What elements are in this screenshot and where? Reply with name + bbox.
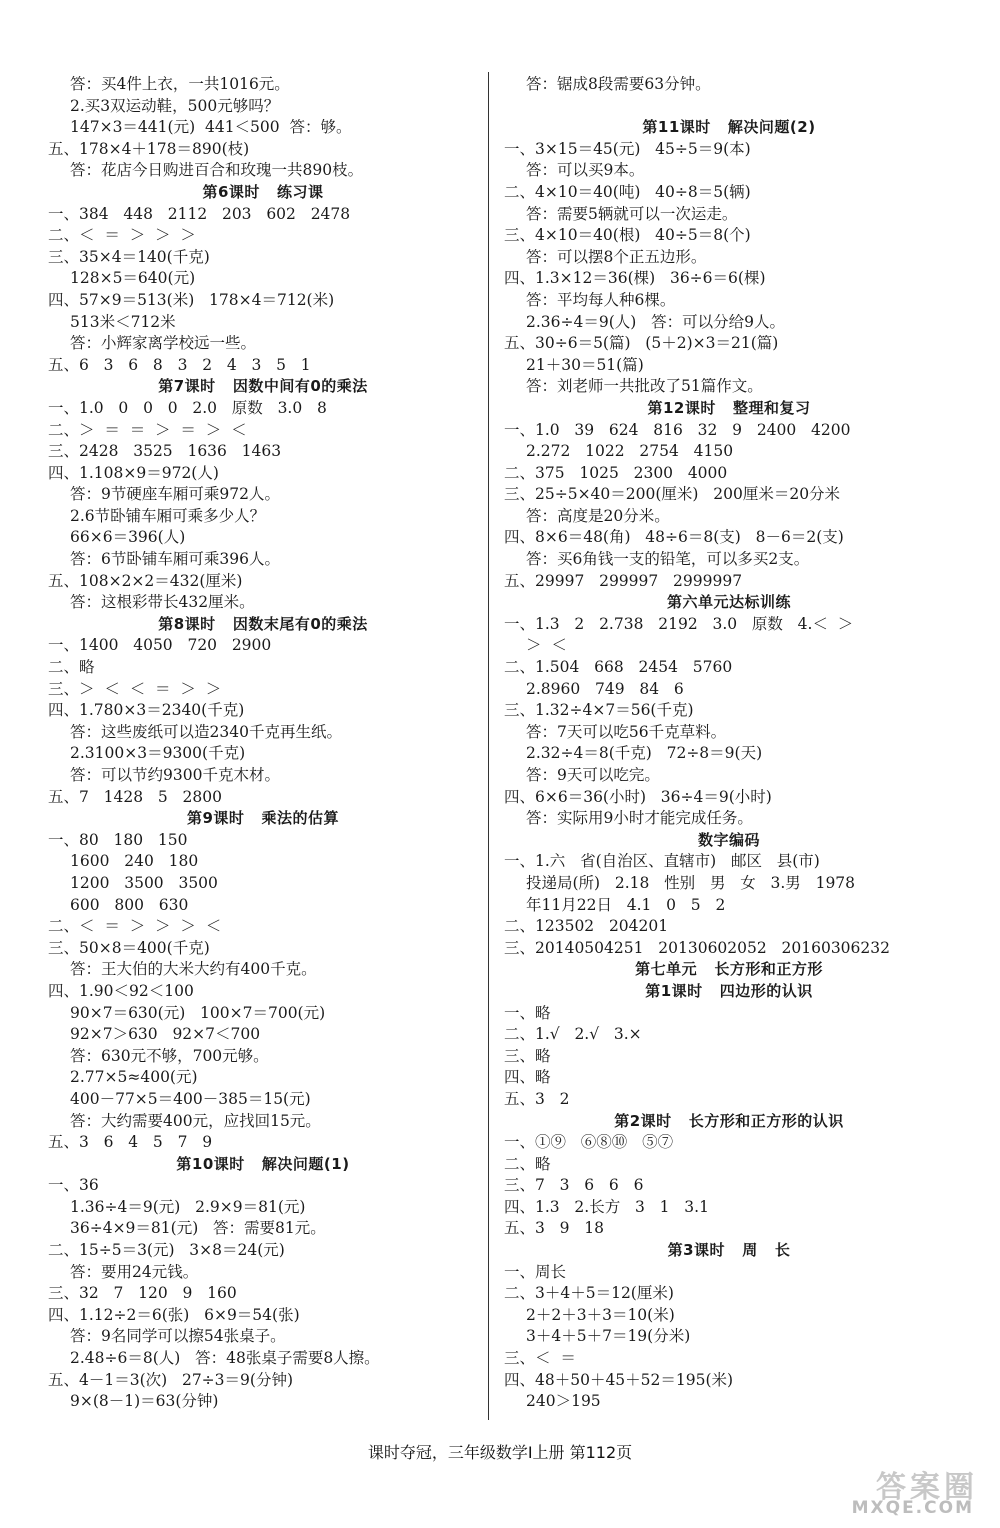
answer-line: 四、1.90＜92＜100 xyxy=(48,981,194,1000)
answer-line: 答：这根彩带长432厘米。 xyxy=(70,593,255,612)
answer-line: 答：王大伯的大米大约有400千克。 xyxy=(70,960,317,979)
section-heading: 第6课时 练习课 xyxy=(202,182,324,201)
answer-line: 五、29997 299997 2999997 xyxy=(504,571,743,590)
answer-line: 三、50×8＝400(千克) xyxy=(48,938,210,957)
answer-line: 一、周长 xyxy=(504,1262,567,1281)
answer-line: 二、1.√ 2.√ 3.× xyxy=(504,1025,642,1044)
answer-line xyxy=(504,96,954,118)
answer-line: 36÷4×9＝81(元) 答：需要81元。 xyxy=(70,1219,326,1238)
answer-line: 五、30÷6＝5(篇) (5＋2)×3＝21(篇) xyxy=(504,334,779,353)
answer-line: 二、1.504 668 2454 5760 xyxy=(504,658,733,677)
answer-line: 92×7＞630 92×7＜700 xyxy=(70,1025,261,1044)
answer-line: 答：可以摆8个正五边形。 xyxy=(526,247,707,266)
answer-line: 答：9节硬座车厢可乘972人。 xyxy=(70,485,280,504)
answer-line: 四、1.780×3＝2340(千克) xyxy=(48,701,245,720)
answer-line: 3＋4＋5＋7＝19(分米) xyxy=(526,1327,691,1346)
answer-line: 1200 3500 3500 xyxy=(70,873,218,892)
page-footer: 课时夺冠，三年级数学Ⅰ上册 第112页 xyxy=(367,1443,633,1462)
section-heading: 第8课时 因数末尾有0的乘法 xyxy=(158,614,368,633)
answer-line: 二、15÷5＝3(元) 3×8＝24(元) xyxy=(48,1241,285,1260)
section-heading: 第2课时 长方形和正方形的认识 xyxy=(614,1111,844,1130)
answer-line: 五、3 6 4 5 7 9 xyxy=(48,1133,213,1152)
answer-line: 四、1.3 2.长方 3 1 3.1 xyxy=(504,1197,709,1216)
answer-line: 90×7＝630(元) 100×7＝700(元) xyxy=(70,1003,326,1022)
answer-line: 答：可以节约9300千克木材。 xyxy=(70,766,280,784)
watermark-domain: MXQE.COM xyxy=(851,1498,974,1518)
answer-line: 400－77×5＝400－385＝15(元) xyxy=(70,1089,311,1108)
answer-line: 2.77×5≈400(元) xyxy=(70,1068,198,1087)
section-heading: 第六单元达标训练 xyxy=(666,593,791,612)
answer-line: 2＋2＋3＋3＝10(米) xyxy=(526,1305,675,1324)
answer-line: 三、1.32÷4×7＝56(千克) xyxy=(504,701,694,720)
answer-line: 一、①⑨ ⑥⑧⑩ ⑤⑦ xyxy=(504,1133,674,1152)
answer-line: 答：可以买9本。 xyxy=(526,161,645,180)
answer-line: 答：630元不够，700元够。 xyxy=(70,1046,269,1065)
answer-line: 二、3＋4＋5＝12(厘米) xyxy=(504,1284,674,1303)
section-heading: 第七单元 长方形和正方形 xyxy=(635,960,823,979)
answer-line: 147×3＝441(元) 441＜500 答：够。 xyxy=(70,118,352,137)
answer-line: 2.272 1022 2754 4150 xyxy=(526,442,734,461)
answer-line: 投递局(所) 2.18 性别 男 女 3.男 1978 xyxy=(526,873,856,892)
answer-line: 答：9天可以吃完。 xyxy=(526,766,660,784)
answer-line: 五、108×2×2＝432(厘米) xyxy=(48,571,243,590)
answer-line: 2.买3双运动鞋，500元够吗？ xyxy=(70,96,280,115)
answer-line: 三、＜ ＝ xyxy=(504,1349,576,1368)
answer-line: 答：刘老师一共批改了51篇作文。 xyxy=(526,377,763,396)
answer-line: 四、略 xyxy=(504,1068,551,1087)
answer-line: 答：买6角钱一支的铅笔，可以多买2支。 xyxy=(526,550,810,569)
section-heading: 第9课时 乘法的估算 xyxy=(186,809,340,828)
section-heading: 第11课时 解决问题(2) xyxy=(642,118,816,137)
answer-line: 四、6×6＝36(小时) 36÷4＝9(小时) xyxy=(504,787,772,806)
answer-line: 二、＜ ＝ ＞ ＞ ＞ ＜ xyxy=(48,917,222,936)
answer-line: 答：实际用9小时才能完成任务。 xyxy=(526,809,753,828)
answer-line: 2.36÷4＝9(人) 答：可以分给9人。 xyxy=(526,312,785,331)
answer-line: 一、1.3 2 2.738 2192 3.0 原数 4.＜ ＞ xyxy=(504,614,854,633)
left-column xyxy=(48,74,478,1413)
answer-line: 四、1.3×12＝36(棵) 36÷6＝6(棵) xyxy=(504,269,766,288)
section-heading: 第3课时 周 长 xyxy=(667,1241,791,1260)
answer-line: 66×6＝396(人) xyxy=(70,528,186,547)
answer-line: 二、4×10＝40(吨) 40÷8＝5(辆) xyxy=(504,182,751,201)
answer-line: 答：买4件上衣，一共1016元。 xyxy=(70,75,290,93)
answer-line: 三、4×10＝40(根) 40÷5＝8(个) xyxy=(504,226,751,245)
answer-line: 9×(8－1)＝63(分钟) xyxy=(70,1392,219,1411)
answer-line: 一、1400 4050 720 2900 xyxy=(48,636,272,655)
answer-line: 2.3100×3＝9300(千克) xyxy=(70,744,246,763)
section-heading: 第7课时 因数中间有0的乘法 xyxy=(158,377,368,396)
answer-line: 答：锯成8段需要63分钟。 xyxy=(526,75,711,93)
answer-line: 二、123502 204201 xyxy=(504,917,669,936)
answer-line: 600 800 630 xyxy=(70,895,189,914)
answer-line: 四、1.108×9＝972(人) xyxy=(48,463,219,482)
answer-line: 三、2428 3525 1636 1463 xyxy=(48,442,282,461)
answer-line: 答：大约需要400元，应找回15元。 xyxy=(70,1111,321,1130)
answer-line: 五、3 2 xyxy=(504,1089,570,1108)
answer-line: 答：需要5辆就可以一次运走。 xyxy=(526,204,738,223)
answer-line: 三、35×4＝140(千克) xyxy=(48,247,210,266)
answer-line: 一、80 180 150 xyxy=(48,830,188,849)
answer-line: 一、略 xyxy=(504,1003,551,1022)
answer-line: 二、＜ ＝ ＞ ＞ ＞ xyxy=(48,226,196,245)
answer-line: 答：这些废纸可以造2340千克再生纸。 xyxy=(70,722,342,741)
section-heading: 第10课时 解决问题(1) xyxy=(176,1154,350,1173)
answer-line: 一、1.六 省(自治区、直辖市) 邮区 县(市) xyxy=(504,852,820,871)
answer-line: 二、＞ ＝ ＝ ＞ ＝ ＞ ＜ xyxy=(48,420,247,439)
section-heading: 第1课时 四边形的认识 xyxy=(645,981,813,1000)
answer-line: 三、32 7 120 9 160 xyxy=(48,1284,237,1303)
answer-line: 五、7 1428 5 2800 xyxy=(48,787,222,806)
answer-line: 2.32÷4＝8(千克) 72÷8＝9(天) xyxy=(526,744,763,763)
section-heading: 第12课时 整理和复习 xyxy=(647,398,811,417)
answer-line: 一、1.0 0 0 0 2.0 原数 3.0 8 xyxy=(48,398,327,417)
answer-line: 答：花店今日购进百合和玫瑰一共890枝。 xyxy=(70,161,364,180)
answer-line: 1.36÷4＝9(元) 2.9×9＝81(元) xyxy=(70,1197,306,1216)
answer-line: 四、57×9＝513(米) 178×4＝712(米) xyxy=(48,290,335,309)
answer-line: 答：平均每人种6棵。 xyxy=(526,290,676,309)
answer-line: 一、1.0 39 624 816 32 9 2400 4200 xyxy=(504,420,851,439)
answer-line: 答：6节卧铺车厢可乘396人。 xyxy=(70,550,280,569)
answer-line: 三、略 xyxy=(504,1046,551,1065)
answer-line: 二、略 xyxy=(48,658,95,677)
answer-line: 四、1.12÷2＝6(张) 6×9＝54(张) xyxy=(48,1305,300,1324)
answer-line: 三、20140504251 20130602052 20160306232 xyxy=(504,938,890,957)
answer-line: 128×5＝640(元) xyxy=(70,269,196,288)
section-heading: 数字编码 xyxy=(697,830,760,849)
answer-line: 三、25÷5×40＝200(厘米) 200厘米＝20分米 xyxy=(504,485,841,504)
site-watermark xyxy=(792,1462,982,1520)
answer-line: 三、7 3 6 6 6 xyxy=(504,1176,644,1195)
answer-line: 年11月22日 4.1 0 5 2 xyxy=(526,895,726,914)
answer-line: 五、6 3 6 8 3 2 4 3 5 1 xyxy=(48,355,311,374)
answer-line: 五、178×4＋178＝890(枝) xyxy=(48,139,250,158)
watermark-logo-text: 答案圈 xyxy=(876,1470,978,1505)
answer-line: 一、384 448 2112 203 602 2478 xyxy=(48,204,351,223)
answer-line: 四、8×6＝48(角) 48÷6＝8(支) 8－6＝2(支) xyxy=(504,528,844,547)
answer-line: 答：7天可以吃56千克草料。 xyxy=(526,722,727,741)
answer-line: 五、3 9 18 xyxy=(504,1219,605,1238)
answer-line: 2.6节卧铺车厢可乘多少人？ xyxy=(70,506,266,525)
answer-line: 2.48÷6＝8(人) 答：48张桌子需要8人擦。 xyxy=(70,1349,380,1368)
right-column xyxy=(504,74,954,1413)
answer-line: 一、3×15＝45(元) 45÷5＝9(本) xyxy=(504,139,751,158)
answer-line: 二、略 xyxy=(504,1154,551,1173)
answer-line: 答：高度是20分米。 xyxy=(526,506,670,525)
answer-line: 答：要用24元钱。 xyxy=(70,1262,199,1281)
answer-line: ＞ ＜ xyxy=(526,636,567,655)
answer-line: 240＞195 xyxy=(526,1392,601,1411)
column-divider xyxy=(488,72,489,1420)
answer-line: 一、36 xyxy=(48,1176,99,1195)
answer-line: 五、4－1＝3(次) 27÷3＝9(分钟) xyxy=(48,1370,293,1389)
answer-line: 答：小辉家离学校远一些。 xyxy=(70,334,257,353)
answer-line: 答：9名同学可以擦54张桌子。 xyxy=(70,1327,286,1346)
answer-line: 三、＞ ＜ ＜ ＝ ＞ ＞ xyxy=(48,679,222,698)
answer-line: 1600 240 180 xyxy=(70,852,199,871)
answer-line: 二、375 1025 2300 4000 xyxy=(504,463,728,482)
answer-line: 21＋30＝51(篇) xyxy=(526,355,644,374)
answer-line: 2.8960 749 84 6 xyxy=(526,679,684,698)
answer-line: 513米＜712米 xyxy=(70,312,176,331)
answer-line: 四、48＋50＋45＋52＝195(米) xyxy=(504,1370,734,1389)
